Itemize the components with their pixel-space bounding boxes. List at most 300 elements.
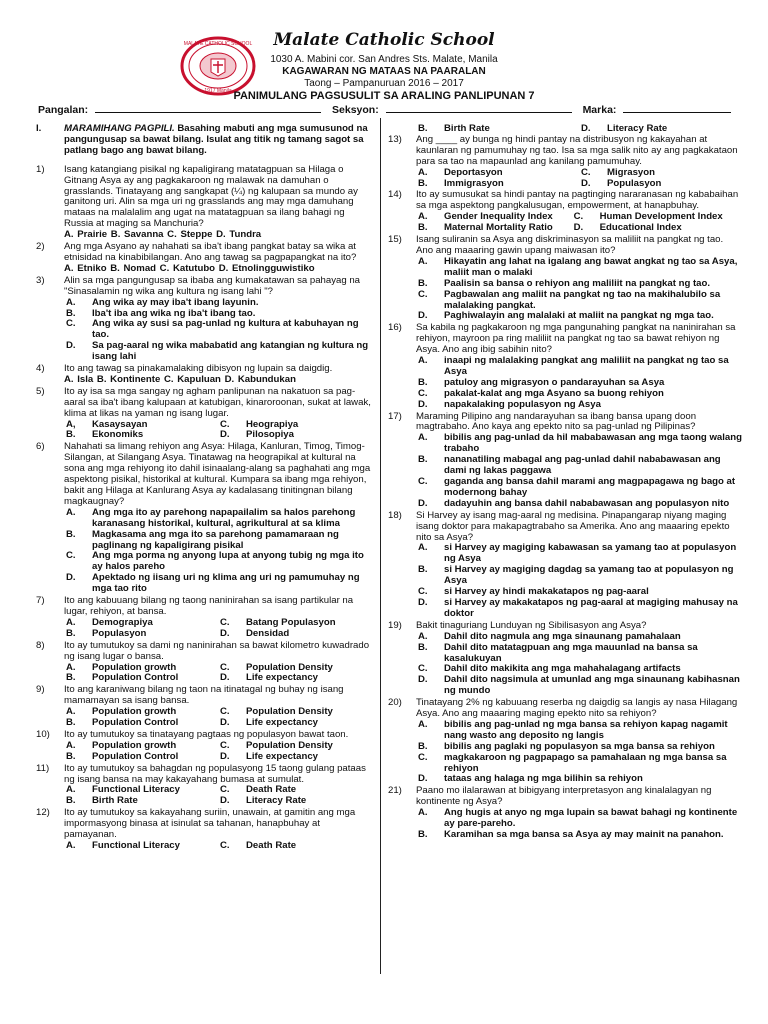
option-text: tataas ang halaga ng mga bilihin sa rehiyon — [444, 773, 643, 785]
department: KAGAWARAN NG MATAAS NA PAARALAN — [282, 66, 486, 77]
option-text: Birth Rate — [92, 795, 138, 807]
school-address: 1030 A. Mabini cor. San Andres Sts. Malate, Manila — [270, 54, 498, 65]
option-text: Population growth — [92, 739, 177, 751]
option-letter: D. — [581, 123, 591, 134]
question-item — [36, 764, 372, 808]
answer-option — [416, 643, 742, 665]
question-text: Isang katangiang pisikal ng kapaligirang matatagpuan sa Hilaga o Gitnang Asya ay ang pagkakaroon ng malawak na damuhan o grasslands. Tinatayang ang sangkapat (¼) ng kalupaan sa mundo ay ganitong uri. Alin sa mga uri ng grasslands ang may mga damuhang mataas na malalalim ang ugat na matatagpuan sa ilang bahagi ng Russia at maging sa Manchuria? — [64, 163, 358, 230]
option-text: bibilis ang paglaki ng populasyon sa mga bansa sa rehiyon — [444, 740, 715, 752]
answer-option — [416, 257, 742, 279]
option-text: Life expectancy — [246, 672, 318, 684]
answer-option — [218, 629, 372, 640]
question-stem — [388, 786, 742, 808]
option-letter: A. — [66, 739, 76, 751]
answer-option — [218, 752, 372, 763]
option-grid — [388, 212, 742, 234]
option-letter: D. — [581, 177, 591, 189]
answer-option — [416, 499, 742, 510]
answer-option — [64, 508, 372, 530]
question-item — [388, 190, 742, 234]
option-letter: B. — [66, 429, 76, 441]
question-number: 8) — [36, 639, 45, 651]
inline-options: A. Etniko B. Nomad C. Katutubo D. Etnolingguwistiko — [64, 262, 315, 274]
question-item — [36, 808, 372, 852]
question-text: Si Harvey ay isang mag-aaral ng medisina. Pinapangarap niyang maging isang doktor para makapagtrabaho sa Amerika. Ano ang maaaring epekto nito sa Asya? — [416, 509, 730, 543]
question-number: 17) — [388, 410, 402, 422]
option-text: Dahil dito nagmula ang mga sinaunang pamahalaan — [444, 630, 681, 642]
option-text: Dahil dito nagsimula at umunlad ang mga sinaunang kabihasnan ng mundo — [444, 674, 740, 697]
option-letter: D. — [418, 310, 428, 322]
question-text: Ito ay tumutukoy sa tinatayang pagtaas ng populasyon bawat taon. — [64, 728, 349, 740]
question-number: 7) — [36, 595, 45, 607]
question-item — [36, 641, 372, 685]
option-letter: B. — [66, 528, 76, 540]
option-text: Dahil dito matatagpuan ang mga mauunlad na bansa sa kasalukuyan — [444, 641, 698, 664]
answer-option — [64, 551, 372, 573]
option-letter: D. — [418, 773, 428, 785]
exam-title: PANIMULANG PAGSUSULIT SA ARALING PANLIPUNAN 7 — [233, 90, 535, 102]
option-letter: C. — [581, 166, 591, 178]
option-text: Ang wika ay may iba't ibang layunin. — [92, 296, 259, 308]
question-stem — [388, 190, 742, 212]
answer-option — [579, 168, 742, 179]
question-item — [36, 387, 372, 442]
option-text: Death Rate — [246, 840, 297, 851]
answer-option — [416, 543, 742, 565]
question-text: Maraming Pilipino ang nandarayuhan sa ibang bansa upang doon magtrabaho. Ano kaya ang epekto nito sa pag-unlad ng Pilipinas? — [416, 410, 697, 433]
option-text: Life expectancy — [246, 717, 318, 729]
right-question-list — [388, 135, 742, 841]
option-letter: B. — [418, 376, 428, 388]
option-letter: C. — [220, 616, 230, 628]
option-text: si Harvey ay magiging dagdag sa yamang tao at populasyon ng Asya — [444, 564, 734, 587]
option-text: Human Development Index — [599, 211, 723, 223]
option-letter: B. — [66, 627, 76, 639]
option-letter: A. — [66, 706, 76, 718]
option-text: si Harvey ay hindi makakatapos ng pag-aaral — [444, 586, 649, 598]
option-letter: D. — [66, 572, 76, 584]
question-item — [388, 235, 742, 322]
question-item — [388, 621, 742, 697]
answer-option — [64, 319, 372, 341]
option-text: Populasyon — [607, 177, 662, 189]
option-text: dadayuhin ang bansa dahil nababawasan ang populasyon nito — [444, 497, 730, 509]
option-list — [388, 257, 742, 322]
question-stem — [36, 165, 372, 230]
option-letter: C. — [220, 739, 230, 751]
option-letter: B. — [418, 829, 428, 840]
question-text: Ito ang kabuuang bilang ng taong naninirahan sa isang partikular na lugar, rehiyon, at bansa. — [64, 595, 354, 617]
option-letter: D. — [418, 596, 428, 608]
question-stem — [36, 641, 372, 663]
question-stem — [388, 135, 742, 168]
option-letter: B. — [418, 564, 428, 576]
inline-options: A. Prairie B. Savanna C. Steppe D. Tundra — [64, 229, 262, 241]
option-list — [388, 808, 742, 841]
option-letter: A. — [418, 718, 428, 730]
question-text: Ang mga Asyano ay nahahati sa iba't ibang pangkat batay sa wika at etnisidad na kinabibilangan. Ano ang tawag sa pagpapangkat na ito? — [64, 241, 357, 263]
option-list — [36, 508, 372, 595]
option-text: Karamihan sa mga bansa sa Asya ay may mainit na panahon. — [444, 829, 724, 840]
option-text: Sa pag-aaral ng wika mababatid ang katangian ng kultura ng isang lahi — [92, 340, 369, 363]
question-number: 18) — [388, 509, 402, 521]
option-text: Pagbawalan ang maliit na pangkat ng tao na makihalubilo sa malalaking pangkat. — [444, 288, 721, 311]
option-text: inaapi ng malalaking pangkat ang maliliit na pangkat ng tao sa Asya — [444, 355, 729, 377]
option-letter: B. — [418, 123, 428, 134]
option-text: pakalat-kalat ang mga Asyano sa buong rehiyon — [444, 387, 664, 399]
option-letter: D. — [220, 717, 230, 729]
option-grid — [36, 841, 372, 852]
answer-option — [218, 430, 372, 441]
question-text: Ito ang tawag sa pinakamalaking dibisyon ng lupain sa daigdig. — [64, 363, 333, 375]
answer-option — [218, 420, 372, 431]
svg-text:MALATE CATHOLIC SCHOOL: MALATE CATHOLIC SCHOOL — [183, 41, 253, 47]
answer-option — [416, 830, 742, 841]
question-text: Ito ay sumusukat sa hindi pantay na pagtinging nararanasan ng kababaihan sa mga aspektong pangkalusugan, empowerment, at hanapbuhay. — [416, 189, 739, 212]
option-text: Ang mga porma ng anyong lupa at anyong tubig ng mga ito ay halos pareho — [92, 550, 364, 573]
column-divider — [380, 118, 381, 974]
question-number: 15) — [388, 234, 402, 246]
question-stem — [36, 276, 372, 298]
question-number: 2) — [36, 241, 45, 253]
option-letter: D. — [220, 627, 230, 639]
option-text: Densidad — [246, 627, 290, 639]
option-text: Ang hugis at anyo ng mga lupain sa bawat bahagi ng kontinente ay pare-pareho. — [444, 807, 738, 830]
option-text: Ang mga ito ay parehong napapailalim sa halos parehong karanasang historikal, kultural, agrikultural at sa klima — [92, 506, 356, 529]
option-grid — [36, 618, 372, 640]
option-text: Literacy Rate — [607, 123, 668, 134]
option-text: si Harvey ay magiging kabawasan sa yamang tao at populasyon ng Asya — [444, 542, 737, 565]
option-grid — [36, 785, 372, 807]
option-text: Kasaysayan — [92, 418, 148, 430]
left-question-list — [36, 165, 372, 852]
option-letter: D. — [220, 429, 230, 441]
question-stem — [36, 685, 372, 707]
section-instructions: Basahing mabuti ang mga sumusunod na pangungusap sa bawat bilang. Isulat ang titik ng tamang sagot sa patlang bago ang bawat bilang. — [64, 123, 368, 156]
option-text: Apektado ng iisang uri ng klima ang uri ng pamumuhay ng mga tao rito — [92, 572, 360, 595]
question-item — [388, 135, 742, 190]
question-stem — [388, 323, 742, 356]
name-blank[interactable] — [95, 103, 321, 113]
question-text: Alin sa mga pangungusap sa ibaba ang kumakatawan sa pahayag na "Sinasalamin ng wika ang kultura ng isang lahi "? — [64, 274, 361, 297]
question-stem — [388, 412, 742, 434]
question-item — [388, 511, 742, 620]
question-text: Ito ay tumutukoy sa dami ng naninirahan sa bawat kilometro kuwadrado ng isang lugar o bansa. — [64, 639, 370, 662]
option-text: magkakaroon ng pagpapago sa pamahalaan ng mga bansa sa rehiyon — [444, 751, 727, 774]
answer-option — [416, 565, 742, 587]
answer-option — [416, 433, 742, 455]
option-text: bibilis ang pag-unlad da hil mababawasan ang mga taong walang trabaho — [444, 432, 742, 455]
option-list — [388, 543, 742, 619]
option-letter: D. — [418, 674, 428, 686]
question-item — [36, 242, 372, 275]
answer-option — [64, 796, 218, 807]
answer-option — [416, 632, 742, 643]
option-letter: C. — [220, 418, 230, 430]
question-number: 11) — [36, 762, 50, 774]
option-letter: A. — [418, 255, 428, 267]
answer-option — [416, 808, 742, 830]
answer-option — [218, 673, 372, 684]
option-letter: C. — [418, 288, 428, 300]
answer-option — [218, 618, 372, 629]
option-text: Paghiwalayin ang malalaki at maliit na pangkat ng mga tao. — [444, 310, 714, 322]
option-letter: C. — [418, 751, 428, 763]
question-item — [388, 786, 742, 841]
answer-option — [416, 477, 742, 499]
answer-option — [218, 718, 372, 729]
option-text: si Harvey ay makakatapos ng pag-aaral at magiging mahusay na doktor — [444, 596, 738, 619]
question-number: 9) — [36, 684, 45, 696]
answer-option — [64, 673, 218, 684]
option-letter: A. — [66, 661, 76, 673]
answer-option — [416, 279, 742, 290]
question-text: Sa kabila ng pagkakaroon ng mga pangunahing pangkat na naninirahan sa rehiyon, mayroon pa ring maliliit na pangkat ng tao sa bawat rehiyon ng Asya. Ano ang ibig sabihin nito? — [416, 322, 736, 356]
option-text: Ang wika ay susi sa pag-unlad ng kultura at kabuhayan ng tao. — [92, 318, 359, 341]
option-list — [388, 356, 742, 411]
option-text: gaganda ang bansa dahil marami ang magpapagawa ng bago at modernong bahay — [444, 476, 736, 498]
question-stem — [388, 698, 742, 720]
option-text: Populasyon — [92, 627, 147, 639]
option-letter: C. — [573, 211, 584, 223]
svg-text:1917 Manila: 1917 Manila — [204, 88, 232, 94]
question-stem — [36, 764, 372, 786]
question-number: 21) — [388, 785, 402, 797]
option-letter: A. — [418, 807, 428, 819]
answer-option — [416, 356, 742, 378]
question-stem — [388, 235, 742, 257]
option-text: Hikayatin ang lahat na igalang ang bawat angkat ng tao sa Asya, maliit man o malaki — [444, 255, 738, 278]
answer-option — [416, 179, 579, 190]
option-text: Dahil dito makikita ang mga mahahalagang artifacts — [444, 663, 681, 675]
option-text: Population Density — [246, 706, 333, 718]
answer-option — [64, 752, 218, 763]
question-text: Ito ay isa sa mga sangay ng agham panlipunan na nakatuon sa pag-aaral sa iba't ibang kalupaan at katubigan, kinaroroonan, sukat at lawak, klima at likas na yaman ng isang lugar. — [64, 385, 371, 419]
option-text: Population Control — [92, 750, 179, 762]
right-column — [388, 124, 742, 842]
score-blank[interactable] — [623, 103, 731, 113]
score-label: Marka: — [582, 104, 617, 116]
answer-option — [416, 720, 742, 742]
answer-option — [64, 341, 372, 363]
option-text: Functional Literacy — [92, 784, 180, 796]
question-number: 4) — [36, 363, 45, 375]
question-item — [36, 596, 372, 640]
name-label: Pangalan: — [38, 104, 89, 116]
question-item — [388, 412, 742, 510]
option-text: Magkasama ang mga ito sa parehong pamamaraan ng paglinang ng kapaligirang pisikal — [92, 528, 339, 551]
option-text: Maternal Mortality Ratio — [444, 222, 553, 234]
option-letter: A. — [418, 630, 428, 642]
option-letter: D. — [220, 750, 230, 762]
option-text: Immigrasyon — [444, 177, 504, 189]
option-letter: A. — [66, 296, 76, 308]
option-text: Population Control — [92, 672, 179, 684]
question-number: 1) — [36, 163, 45, 175]
answer-option — [416, 774, 742, 785]
option-letter: D. — [418, 398, 428, 410]
answer-option — [64, 785, 218, 796]
option-letter: A. — [66, 784, 76, 796]
question-text: Ang ____ ay bunga ng hindi pantay na distribusyon ng kakayahan at kaunlaran ng pamumuhay ng tao. Isa sa mga salik nito ay ang pagkakataon para sa tao na mapaunlad ang kanilang pamumuhay. — [416, 133, 738, 167]
option-text: Population growth — [92, 661, 177, 673]
question-stem — [36, 242, 372, 264]
option-letter: A. — [66, 506, 76, 518]
question-item — [36, 442, 372, 595]
option-text: Population growth — [92, 706, 177, 718]
question-stem — [36, 442, 372, 507]
option-letter: D. — [220, 795, 230, 807]
section-label: Seksyon: — [332, 104, 379, 116]
question-text: Nahahati sa limang rehiyon ang Asya: Hilaga, Kanluran, Timog, Timog- Silangan, at Silangang Asya. Tinatawag na heograpikal at kultural na sona ang mga rehiyong ito dahil isinaalang-alang sa paghahati ang mga aspektong pisikal, historikal at kultural. Kumpara sa ibang mga rehiyon, bakit ang Hilaga at Kanlurang Asya ay kadalasang tinitingnan bilang magkaugnay? — [64, 441, 371, 507]
option-text: Paalisin sa bansa o rehiyon ang maliliit na pangkat ng tao. — [444, 277, 711, 289]
answer-option — [416, 598, 742, 620]
option-text: Birth Rate — [444, 123, 490, 134]
option-letter: B. — [418, 177, 428, 189]
left-column — [36, 124, 372, 853]
option-text: Literacy Rate — [246, 795, 307, 807]
option-text: nananatiling mabagal ang pag-unlad dahil nababawasan ang dami ng lakas paggawa — [444, 454, 721, 477]
answer-option — [416, 223, 572, 234]
option-grid — [36, 420, 372, 442]
question-item — [388, 698, 742, 785]
option-text: Population Control — [92, 717, 179, 729]
answer-option — [416, 455, 742, 477]
option-letter: C. — [418, 663, 428, 675]
answer-option — [218, 796, 372, 807]
answer-option — [416, 675, 742, 697]
option-letter: B. — [418, 277, 428, 289]
student-fields — [38, 103, 718, 116]
option-letter: B. — [66, 672, 76, 684]
answer-option — [64, 298, 372, 309]
option-letter: B. — [418, 454, 428, 466]
option-grid — [36, 707, 372, 729]
question-item — [36, 730, 372, 763]
question-number: 13) — [388, 133, 402, 145]
option-text: Population Density — [246, 661, 333, 673]
option-list — [388, 632, 742, 697]
question-item — [36, 364, 372, 386]
question-text: Ito ay tumutukoy sa bahagdan ng populasyong 15 taong gulang pataas ng isang bansa na may kakayahang bumasa at sumulat. — [64, 762, 366, 785]
option-list — [36, 298, 372, 363]
option-text: Ekonomiks — [92, 429, 144, 441]
option-letter: C. — [220, 784, 230, 796]
question-text: Tinatayang 2% ng kabuuang reserba ng daigdig sa langis ay nasa Hilagang Asya. Ano ang maaaring maging epekto nito sa rehiyon? — [416, 697, 738, 720]
option-text: napakalaking populasyon ng Asya — [444, 398, 601, 410]
exam-header — [0, 0, 768, 120]
option-letter: B. — [418, 222, 428, 234]
question-text: Ito ang karaniwang bilang ng taon na itinatagal ng buhay ng isang mamamayan sa isang bansa. — [64, 684, 344, 707]
option-letter: C. — [418, 387, 428, 399]
question-number: 19) — [388, 619, 402, 631]
option-letter: A. — [418, 355, 428, 367]
option-letter: A. — [418, 166, 428, 178]
answer-option — [64, 629, 218, 640]
answer-option — [416, 311, 742, 322]
question-number: 6) — [36, 441, 45, 453]
option-text: Iba't iba ang wika ng iba't ibang tao. — [92, 307, 256, 319]
option-letter: C. — [220, 840, 230, 851]
question-number: 16) — [388, 322, 402, 334]
question-stem — [36, 387, 372, 420]
option-text: Batang Populasyon — [246, 616, 336, 628]
answer-option — [64, 530, 372, 552]
option-letter: B. — [418, 740, 428, 752]
option-grid — [388, 168, 742, 190]
option-letter: A. — [418, 432, 428, 444]
question-item — [36, 165, 372, 241]
section-heading — [36, 124, 372, 157]
option-letter: B. — [66, 307, 76, 319]
option-letter: D. — [220, 672, 230, 684]
answer-option — [416, 753, 742, 775]
question-number: 5) — [36, 385, 45, 397]
option-text: Life expectancy — [246, 750, 318, 762]
option-letter: A. — [66, 840, 76, 851]
option-letter: C. — [66, 550, 76, 562]
question-text: Paano mo ilalarawan at bibigyang interpretasyon ang kinalalagyan ng kontinente ng Asya? — [416, 785, 712, 808]
question-item — [388, 323, 742, 410]
school-year: Taong – Pampanuruan 2016 – 2017 — [304, 78, 464, 89]
option-letter: A, — [66, 418, 76, 430]
option-grid — [36, 741, 372, 763]
question-item — [36, 685, 372, 729]
option-letter: B. — [66, 795, 76, 807]
question-stem — [36, 596, 372, 618]
question-text: Ito ay tumutukoy sa kakayahang suriin, unawain, at gamitin ang mga impormasyong binasa at isinulat sa tahanan, hanapbuhay at pamayanan. — [64, 807, 356, 841]
answer-option — [579, 179, 742, 190]
answer-option — [64, 718, 218, 729]
answer-option — [64, 573, 372, 595]
option-text: patuloy ang migrasyon o pandarayuhan sa Asya — [444, 376, 665, 388]
option-letter: D. — [573, 222, 584, 234]
option-text: Heograpiya — [246, 418, 299, 430]
question-item — [36, 276, 372, 363]
answer-option — [416, 290, 742, 312]
option-text: bibilis ang pag-unlad ng mga bansa sa rehiyon kapag nagamit nang wasto ang deposito ng langis — [444, 718, 728, 741]
option-text: Population Density — [246, 739, 333, 751]
answer-option — [218, 841, 372, 852]
option-text: Deportasyon — [444, 166, 503, 178]
option-letter: B. — [66, 717, 76, 729]
answer-option — [416, 400, 742, 411]
option-text: Death Rate — [246, 784, 297, 796]
option-letter: C. — [220, 661, 230, 673]
question-number: 3) — [36, 274, 45, 286]
option-letter: C. — [418, 476, 428, 487]
section-blank[interactable] — [386, 103, 572, 113]
answer-option — [64, 430, 218, 441]
option-letter: C. — [220, 706, 230, 718]
question-number: 20) — [388, 697, 402, 709]
question-stem — [388, 511, 742, 544]
question-number: 14) — [388, 189, 402, 201]
option-letter: A. — [66, 616, 76, 628]
option-letter: D. — [418, 497, 428, 509]
option-letter: A. — [418, 542, 428, 554]
answer-option — [64, 841, 218, 852]
section-number: I. — [36, 123, 42, 134]
option-letter: A. — [418, 211, 428, 223]
option-letter: D. — [66, 340, 76, 352]
answer-option — [416, 168, 579, 179]
inline-options: A. Isla B. Kontinente C. Kapuluan D. Kabundukan — [64, 373, 296, 385]
question-text: Isang suliranin sa Asya ang diskriminasyon sa maliliit na pangkat ng tao. Ano ang maaaring gawin upang maiwasan ito? — [416, 234, 724, 256]
school-name: Malate Catholic School — [273, 30, 495, 50]
option-grid — [36, 663, 372, 685]
option-text: Functional Literacy — [92, 840, 180, 851]
